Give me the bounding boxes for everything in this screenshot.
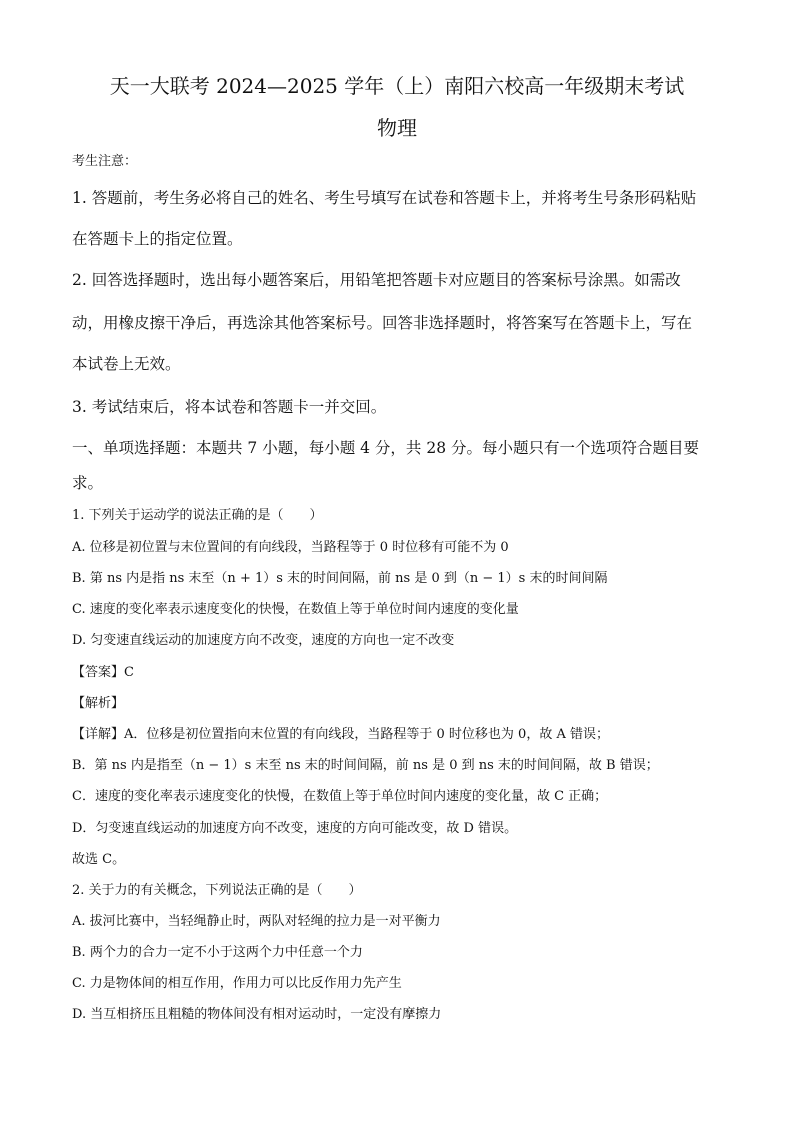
q1-option-b: B. 第 ns 内是指 ns 末至（n + 1）s 末的时间间隔，前 ns 是 0 到（n − 1）s 末的时间间隔 [72,571,608,586]
exam-title: 天一大联考 2024—2025 学年（上）南阳六校高一年级期末考试 [109,74,685,98]
notice-line: 1. 答题前，考生务必将自己的姓名、考生号填写在试卷和答题卡上，并将考生号条形码粘贴 [72,189,697,207]
q1-analysis: 【解析】 [72,696,125,711]
q1-conclusion: 故选 C。 [72,852,126,867]
section-heading: 一、单项选择题：本题共 7 小题，每小题 4 分，共 28 分。每小题只有一个选项符合题目要 [72,439,700,457]
q1-detail-line: 【详解】A．位移是初位置指向末位置的有向线段，当路程等于 0 时位移也为 0，故 A 错误； [72,727,609,742]
notice-line: 3. 考试结束后，将本试卷和答题卡一并交回。 [72,398,387,416]
q1-answer: 【答案】C [72,665,134,680]
notice-line: 本试卷上无效。 [72,355,181,373]
section-heading-cont: 求。 [72,474,104,492]
q1-option-a: A. 位移是初位置与末位置间的有向线段，当路程等于 0 时位移有可能不为 0 [72,540,509,555]
notice-line: 2. 回答选择题时，选出每小题答案后，用铅笔把答题卡对应题目的答案标号涂黑。如需改 [72,271,681,289]
q1-detail-line: D．匀变速直线运动的加速度方向不改变，速度的方向可能改变，故 D 错误。 [72,821,518,836]
q2-option-a: A. 拔河比赛中，当轻绳静止时，两队对轻绳的拉力是一对平衡力 [72,914,441,929]
notice-line: 在答题卡上的指定位置。 [72,230,243,248]
q2-option-c: C. 力是物体间的相互作用，作用力可以比反作用力先产生 [72,976,402,991]
q1-option-d: D. 匀变速直线运动的加速度方向不改变，速度的方向也一定不改变 [72,633,455,648]
notice-line: 动，用橡皮擦干净后，再选涂其他答案标号。回答非选择题时，将答案写在答题卡上，写在 [72,314,693,332]
q2-option-b: B. 两个力的合力一定不小于这两个力中任意一个力 [72,945,363,960]
q1-stem: 1. 下列关于运动学的说法正确的是（ ） [72,508,323,523]
notice-heading: 考生注意： [72,154,138,169]
q2-stem: 2. 关于力的有关概念，下列说法正确的是（ ） [72,883,362,898]
q1-option-c: C. 速度的变化率表示速度变化的快慢，在数值上等于单位时间内速度的变化量 [72,602,519,617]
subject-title: 物理 [377,116,417,140]
q1-detail-line: C．速度的变化率表示速度变化的快慢，在数值上等于单位时间内速度的变化量，故 C 正确； [72,789,608,804]
q2-option-d: D. 当互相挤压且粗糙的物体间没有相对运动时，一定没有摩擦力 [72,1007,442,1022]
q1-detail-line: B．第 ns 内是指至（n − 1）s 末至 ns 末的时间间隔，前 ns 是 0 到 ns 末的时间间隔，故 B 错误； [72,758,659,773]
